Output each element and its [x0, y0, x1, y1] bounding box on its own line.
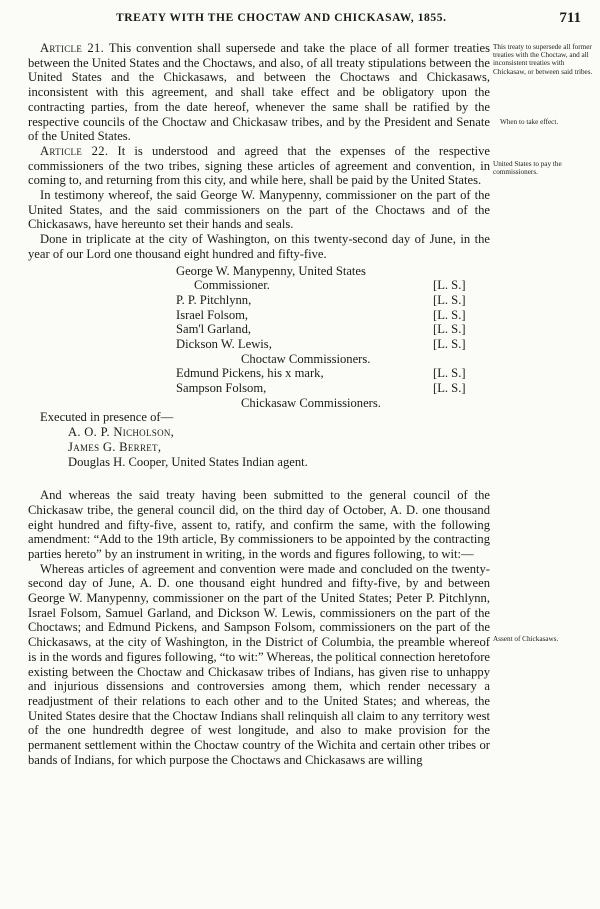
witness-line: [28, 425, 490, 440]
margin-note-effect: When to take effect.: [500, 118, 559, 126]
margin-note-supersede: This treaty to supersede all former treaties with the Choctaw, and all inconsistent treaties with Chickasaw, or between said tribes.: [493, 43, 593, 76]
signatory-name: George W. Manypenny, United States: [176, 263, 366, 278]
margin-note-pay: United States to pay the commissioners.: [493, 160, 562, 177]
signature-line: [28, 366, 490, 381]
article-22: [28, 144, 490, 188]
section-gap: [28, 470, 490, 488]
executed-line: Executed in presence of—: [40, 410, 174, 425]
witness-name: Douglas H. Cooper, United States Indian agent.: [68, 455, 308, 470]
whereas-recital-paragraph: Whereas articles of agreement and convention were made and concluded on the twenty-second day of June, A. D. one thousand eight hundred and fifty-five, by and between George W. Manypenny, commissioner on the part of the United States; Peter P. Pitchlynn, Israel Folsom, Samuel Garland, and Dickson W. Lewis, commissioners on the part of the Choctaws; and Edmund Pickens, and Sampson Folsom, commissioners on the part of the Chickasaws, at the city of Washington, in the District of Columbia, the preamble whereof is in the words and figures following, “to wit:” Whereas, the political connection heretofore existing between the Choctaw and Chickasaw tribes of Indians, has given rise to unhappy and injurious dissensions and controversies among them, which render necessary a readjustment of their relations to each other and to the United States; and whereas, the United States desire that the Choctaw Indians shall relinquish all claim to any territory west of the one hundredth degree of west longitude, and also to make provision for the permanent settlement within the Choctaw country of the Wichita and certain other tribes or bands of Indians, for which purpose the Choctaws and Chickasaws are willing: [28, 561, 490, 767]
signature-block: [28, 264, 490, 411]
seal-mark: [L. S.]: [433, 381, 466, 396]
article-22-label: Article 22.: [40, 143, 109, 158]
signatory-name: Commissioner.: [194, 278, 270, 293]
seal-mark: [L. S.]: [433, 366, 466, 381]
signature-line: [28, 322, 490, 337]
seal-mark: [L. S.]: [433, 278, 466, 293]
signature-line: [28, 308, 490, 323]
commission-title: Choctaw Commissioners.: [241, 351, 371, 366]
article-21: [28, 41, 490, 144]
done-paragraph: Done in triplicate at the city of Washington, on this twenty-second day of June, in the year of our Lord one thousand eight hundred and fifty-five.: [28, 232, 490, 261]
article-21-text: This convention shall supersede and take the place of all former treaties between the United States and the Choctaws, and also, of all treaty stipulations between the United States and the Chickasaws, and between the Choctaws and Chickasaws, inconsistent with this agreement, and shall take effect and be obligatory upon the contracting parties, from the date hereof, whenever the same shall be ratified by the respective councils of the Choctaw and Chickasaw tribes, and by the President and Senate of the United States.: [28, 41, 491, 144]
signature-line: [28, 278, 490, 293]
seal-mark: [L. S.]: [433, 336, 466, 351]
witness-line: [28, 455, 490, 470]
signature-line: [28, 352, 490, 367]
signatory-name: Israel Folsom,: [176, 307, 249, 322]
main-text: [28, 41, 490, 767]
testimony-paragraph: In testimony whereof, the said George W. Manypenny, commissioner on the part of the United States, and the said commissioners on the part of the Choctaws and of the Chickasaws, have hereunto set their hands and seals.: [28, 188, 490, 232]
signatory-name: P. P. Pitchlynn,: [176, 292, 252, 307]
witness-line: [28, 440, 490, 455]
seal-mark: [L. S.]: [433, 322, 466, 337]
signature-line: [28, 264, 490, 279]
signature-line: [28, 293, 490, 308]
witness-name: A. O. P. Nicholson,: [68, 425, 175, 440]
signatory-name: Edmund Pickens, his x mark,: [176, 366, 324, 381]
whereas-paragraph: And whereas the said treaty having been submitted to the general council of the Chickasaw tribe, the general council did, on the third day of October, A. D. one thousand eight hundred and fifty-five, assent to, ratify, and confirm the same, with the following amendment: “Add to the 19th article, By commissioners to be appointed by the contracting parties hereto” by an instrument in writing, in the words and figures following, to wit:—: [28, 488, 490, 561]
signature-line: [28, 337, 490, 352]
signature-line: [28, 381, 490, 396]
commission-title: Chickasaw Commissioners.: [241, 395, 381, 410]
article-21-label: Article 21.: [40, 41, 105, 55]
signatory-name: Sam'l Garland,: [176, 322, 252, 337]
margin-note-assent: Assent of Chickasaws.: [493, 635, 559, 643]
seal-mark: [L. S.]: [433, 292, 466, 307]
seal-mark: [L. S.]: [433, 307, 466, 322]
running-title: TREATY WITH THE CHOCTAW AND CHICKASAW, 1855.: [116, 12, 447, 24]
page-number: 711: [559, 10, 581, 26]
signatory-name: Sampson Folsom,: [176, 381, 267, 396]
signatory-name: Dickson W. Lewis,: [176, 336, 272, 351]
article-22-text: It is understood and agreed that the expenses of the respective commissioners of the two tribes, signing these articles of agreement and convention, in coming to, and returning from this city, and while here, shall be paid by the United States.: [28, 143, 490, 188]
witness-name: James G. Berret,: [68, 440, 162, 455]
page-header: [36, 12, 581, 30]
signature-line: [28, 396, 490, 411]
